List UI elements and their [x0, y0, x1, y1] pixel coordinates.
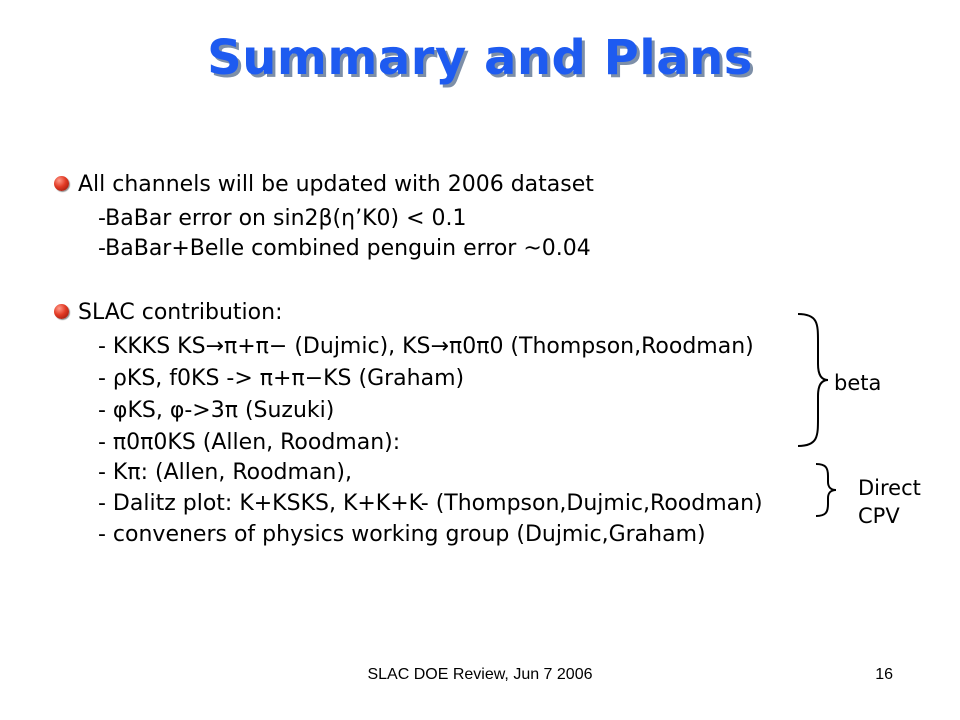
- sub-line-combined-error: [98, 236, 591, 261]
- sub-line-text: -BaBar+Belle combined penguin error ~0.04: [98, 236, 591, 261]
- cpv-label: CPV: [858, 504, 900, 528]
- sub-line-text: -BaBar error on sin2β(η’K0) < 0.1: [98, 206, 467, 231]
- sub-line-pi0pi0-ks: [98, 430, 400, 455]
- sub-line-babar-error: [98, 206, 466, 231]
- footer-event-text: SLAC DOE Review, Jun 7 2006: [367, 666, 593, 683]
- sub-line-phi-ks: [98, 398, 334, 423]
- sub-line-dalitz: [98, 491, 763, 516]
- slide-title: Summary and Plans: [207, 30, 753, 86]
- bullet-text: All channels will be updated with 2006 dataset: [78, 172, 594, 197]
- sub-line-text: - π0π0KS (Allen, Roodman):: [98, 430, 401, 455]
- right-brace-beta: [796, 312, 830, 448]
- beta-label: beta: [834, 371, 882, 395]
- sub-line-rho-ks: [98, 366, 464, 391]
- red-sphere-bullet-icon: [54, 304, 69, 319]
- sub-line-text: - conveners of physics working group (Dujmic,Graham): [98, 522, 706, 547]
- page-number: 16: [875, 666, 893, 683]
- sub-line-text: - Kπ: (Allen, Roodman),: [98, 460, 352, 485]
- right-brace-direct-cpv: [814, 462, 840, 518]
- sub-line-kkks: [98, 334, 754, 359]
- sub-line-text: - ρKS, f0KS -> π+π−KS (Graham): [98, 366, 465, 391]
- bullet-text: SLAC contribution:: [78, 300, 283, 325]
- red-sphere-bullet-icon: [54, 176, 69, 191]
- sub-line-text: - Dalitz plot: K+KSKS, K+K+K- (Thompson,Dujmic,Roodman): [98, 491, 763, 516]
- sub-line-text: - KKKS KS→π+π− (Dujmic), KS→π0π0 (Thompson,Roodman): [98, 334, 754, 359]
- sub-line-kpi: [98, 460, 352, 485]
- sub-line-text: - φKS, φ->3π (Suzuki): [98, 398, 335, 423]
- sub-line-conveners: [98, 522, 706, 547]
- direct-label: Direct: [858, 476, 921, 500]
